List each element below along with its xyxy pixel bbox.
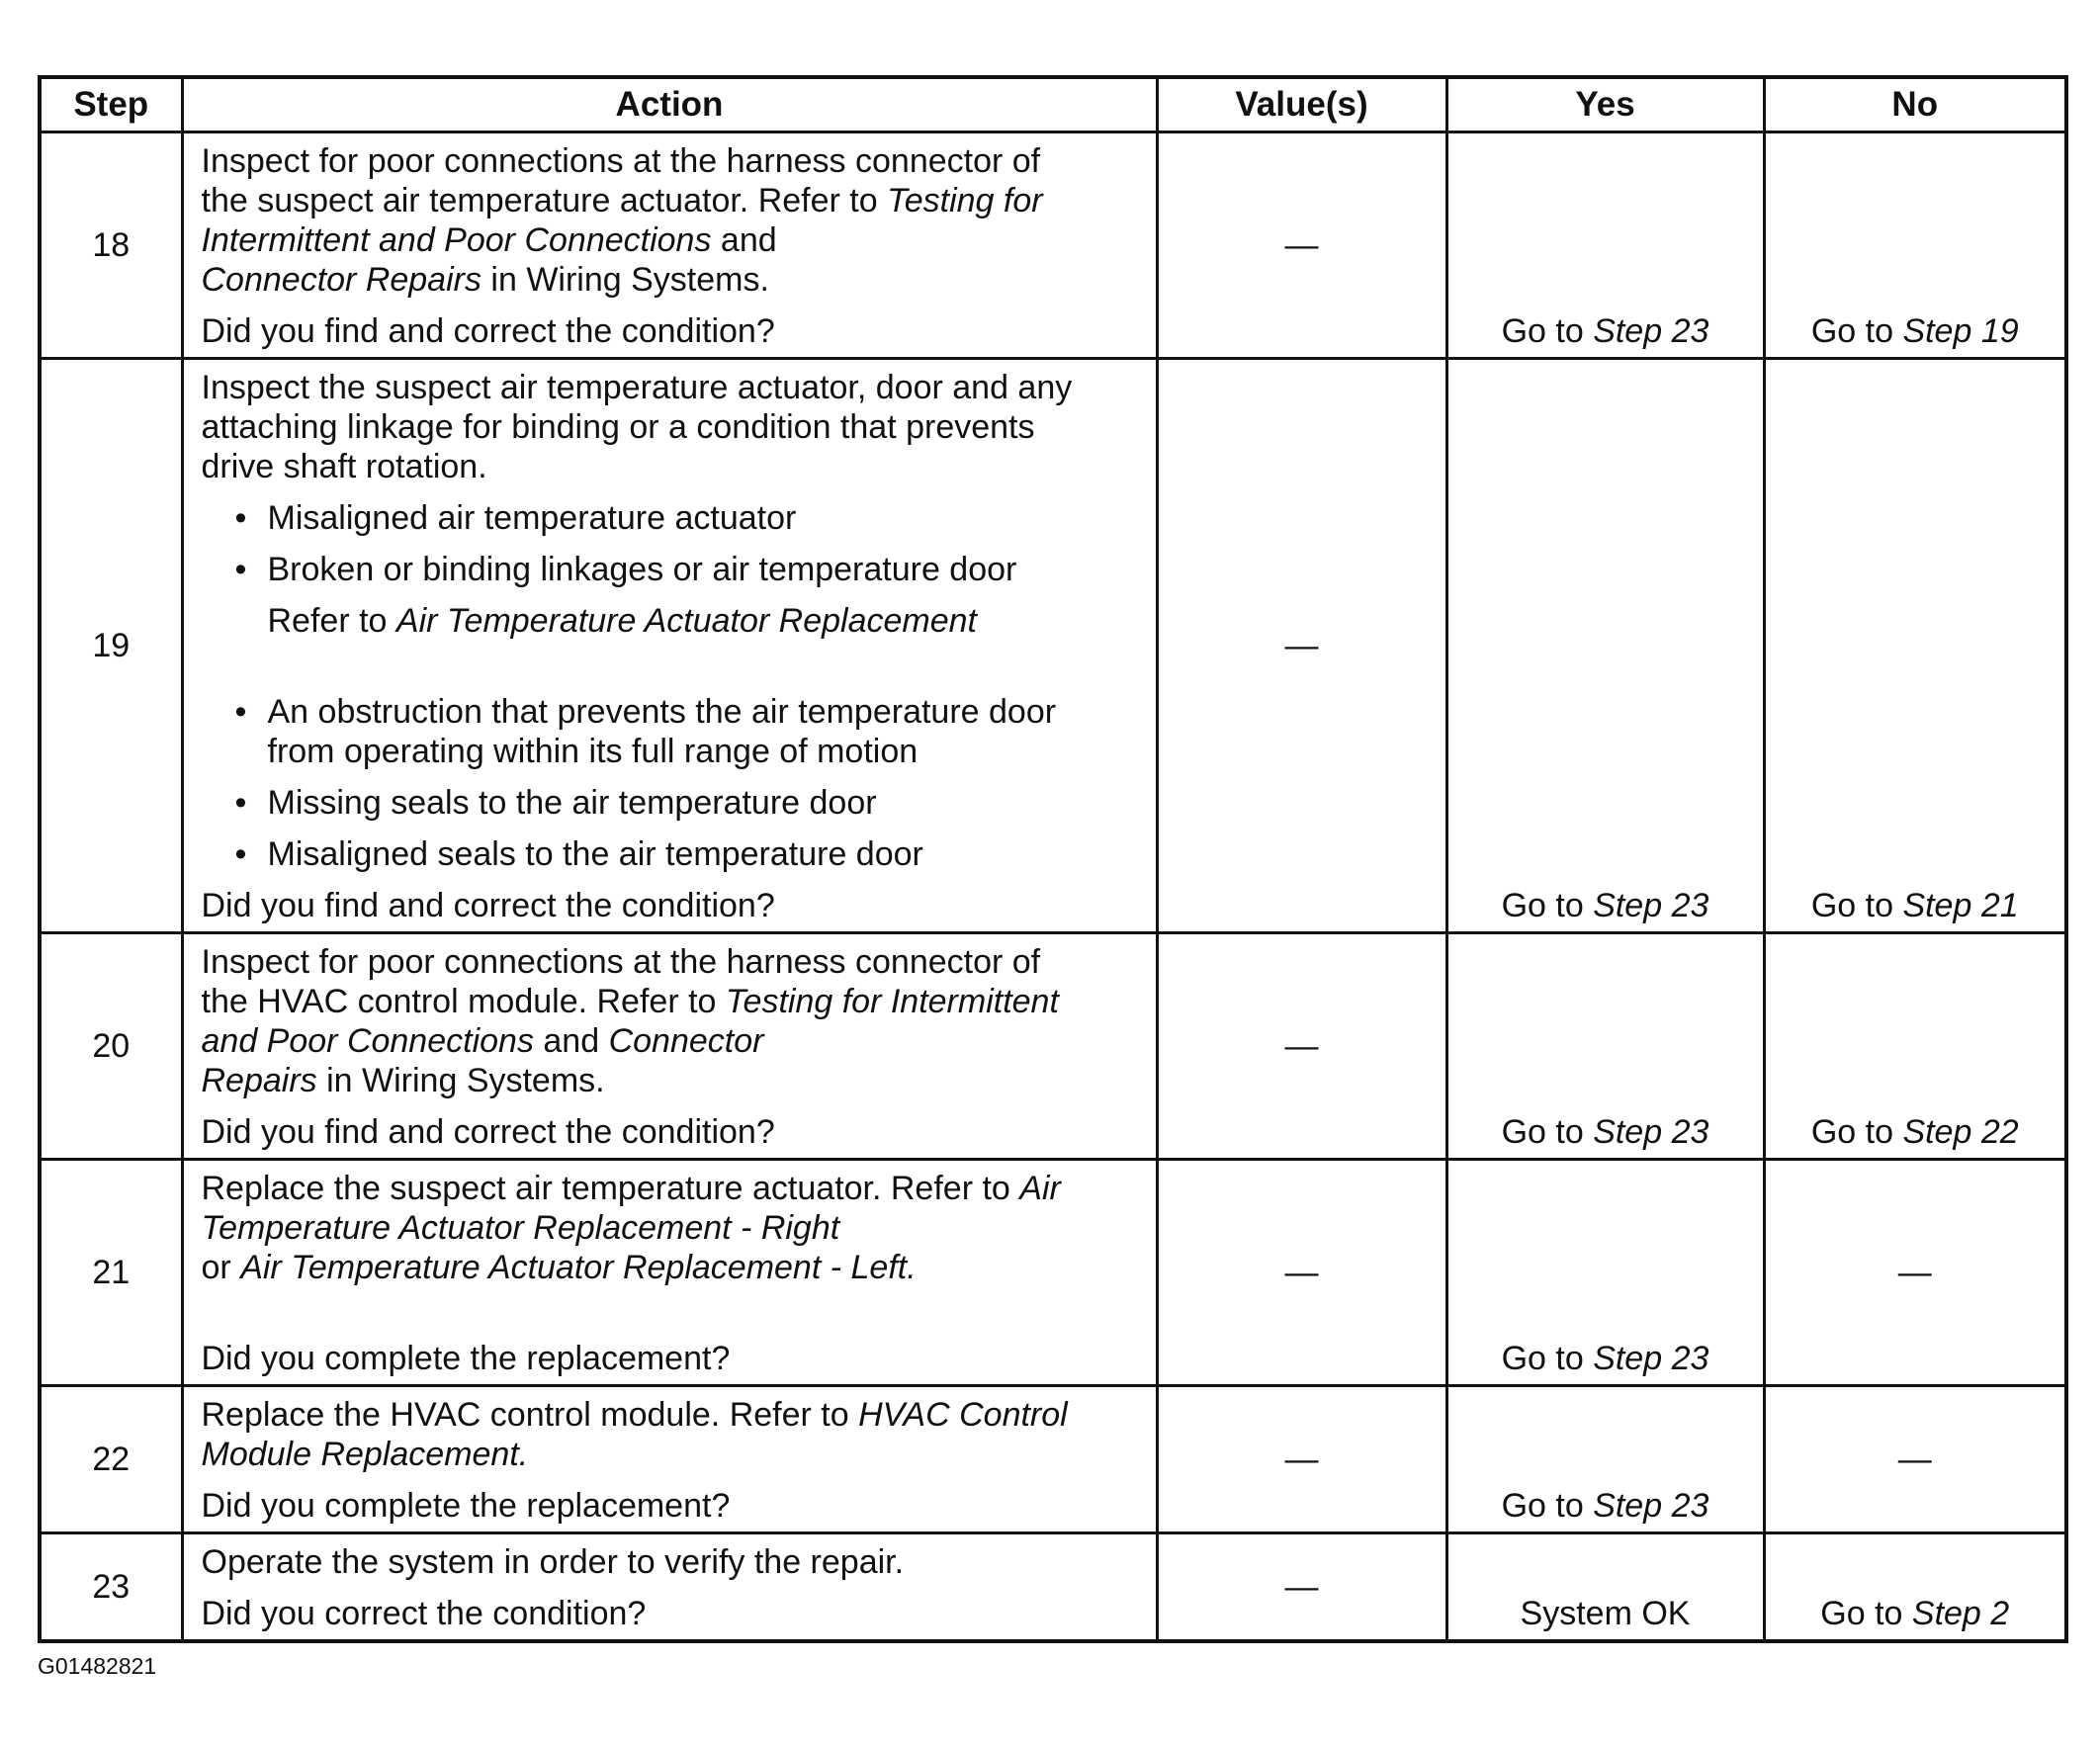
value-cell: —: [1157, 132, 1446, 359]
table-row: [40, 1533, 2066, 1642]
text-segment: —: [1897, 1254, 1932, 1291]
text-segment: Step 23: [1593, 887, 1709, 924]
value-cell: —: [1157, 359, 1446, 933]
bullet-list: [202, 498, 1144, 874]
text-segment: Inspect for poor connections at the harness connector of: [201, 943, 1041, 981]
action-line: [202, 141, 1144, 181]
yes-cell: [1446, 1533, 1764, 1642]
bullet-text: from operating within its full range of motion: [267, 733, 919, 770]
text-segment: Repairs: [201, 1062, 317, 1099]
yes-cell: [1446, 1386, 1764, 1533]
figure-id: G01482821: [38, 1653, 157, 1679]
text-segment: Go to: [1810, 312, 1903, 350]
refer-note: [202, 601, 1144, 641]
header-action: Action: [182, 77, 1157, 132]
text-segment: —: [1897, 1441, 1932, 1478]
bullet-item: [202, 692, 1144, 771]
text-segment: Refer to: [267, 602, 396, 640]
text-segment: Testing for: [887, 182, 1043, 219]
text-segment: HVAC Control: [858, 1396, 1068, 1434]
action-cell: [182, 359, 1157, 933]
action-line: [202, 1395, 1144, 1435]
action-line: [202, 1248, 1144, 1287]
yes-cell: [1446, 132, 1764, 359]
text-segment: Step 2: [1911, 1595, 2010, 1632]
action-line: [202, 942, 1144, 982]
bullet-text: • Misaligned air temperature actuator: [267, 499, 797, 537]
text-segment: Step 23: [1593, 312, 1709, 350]
action-line: [202, 181, 1144, 220]
yes-cell: [1446, 1160, 1764, 1386]
text-segment: Air Temperature Actuator Replacement - Left.: [240, 1249, 917, 1286]
step-number: 18: [40, 132, 182, 359]
action-cell: [182, 1160, 1157, 1386]
text-segment: Go to: [1501, 1340, 1594, 1377]
table-row: [40, 933, 2066, 1160]
text-segment: Step 23: [1593, 1487, 1709, 1525]
action-question: Did you find and correct the condition?: [201, 1113, 775, 1151]
text-segment: Intermittent and Poor Connections: [201, 221, 712, 259]
text-segment: or: [201, 1249, 241, 1286]
text-segment: Go to: [1820, 1595, 1912, 1632]
header-step: Step: [40, 77, 182, 132]
value-cell: —: [1157, 1533, 1446, 1642]
bullet-item: [202, 498, 1144, 538]
bullet-item: [202, 834, 1144, 874]
bullet-text: • Broken or binding linkages or air temperature door: [267, 551, 1017, 588]
action-question: Did you correct the condition?: [201, 1595, 647, 1632]
text-segment: System OK: [1520, 1595, 1691, 1632]
text-segment: the HVAC control module. Refer to: [201, 983, 726, 1020]
action-line: [202, 1435, 1144, 1474]
text-segment: Step 22: [1902, 1113, 2019, 1151]
action-line: [202, 1542, 1144, 1582]
header-yes: Yes: [1446, 77, 1764, 132]
action-cell: [182, 1533, 1157, 1642]
action-cell: [182, 132, 1157, 359]
action-line: [202, 220, 1144, 260]
action-line: [202, 447, 1144, 486]
text-segment: Module Replacement.: [201, 1436, 529, 1473]
table-row: [40, 359, 2066, 933]
value-cell: —: [1157, 1386, 1446, 1533]
step-number: 21: [40, 1160, 182, 1386]
bullet-text: • Misaligned seals to the air temperature door: [267, 835, 923, 873]
no-cell: [1764, 933, 2066, 1160]
action-line: [202, 1208, 1144, 1248]
step-number: 23: [40, 1533, 182, 1642]
table-row: [40, 1386, 2066, 1533]
action-line: [202, 1021, 1144, 1061]
action-line: [202, 368, 1144, 407]
action-line: [202, 1061, 1144, 1100]
text-segment: and: [711, 221, 777, 259]
text-segment: Temperature Actuator Replacement - Right: [201, 1209, 840, 1247]
yes-cell: [1446, 359, 1764, 933]
action-line: [202, 407, 1144, 447]
action-cell: [182, 1386, 1157, 1533]
text-segment: Step 23: [1593, 1113, 1709, 1151]
action-question: Did you find and correct the condition?: [201, 312, 775, 350]
text-segment: Go to: [1501, 1487, 1594, 1525]
text-segment: Testing for Intermittent: [725, 983, 1059, 1020]
action-question: Did you complete the replacement?: [201, 1487, 731, 1525]
text-segment: Go to: [1501, 312, 1594, 350]
action-line: [202, 982, 1144, 1021]
step-number: 19: [40, 359, 182, 933]
text-segment: Connector: [608, 1022, 764, 1060]
text-segment: attaching linkage for binding or a condition that prevents: [201, 408, 1035, 446]
no-cell: [1764, 132, 2066, 359]
value-cell: —: [1157, 1160, 1446, 1386]
step-number: 22: [40, 1386, 182, 1533]
bullet-item: [202, 783, 1144, 823]
text-segment: Operate the system in order to verify the repair.: [201, 1543, 905, 1581]
text-segment: in Wiring Systems.: [481, 261, 769, 299]
header-no: No: [1764, 77, 2066, 132]
table-row: [40, 1160, 2066, 1386]
text-segment: Go to: [1501, 887, 1594, 924]
text-segment: Step 21: [1902, 887, 2019, 924]
text-segment: the suspect air temperature actuator. Refer to: [201, 182, 888, 219]
action-question: Did you find and correct the condition?: [201, 887, 775, 924]
text-segment: and: [533, 1022, 609, 1060]
action-question: Did you complete the replacement?: [201, 1340, 731, 1377]
value-cell: —: [1157, 933, 1446, 1160]
no-cell: [1764, 1386, 2066, 1533]
text-segment: Inspect the suspect air temperature actuator, door and any: [201, 369, 1073, 406]
text-segment: Step 19: [1902, 312, 2019, 350]
text-segment: in Wiring Systems.: [316, 1062, 605, 1099]
table-row: [40, 132, 2066, 359]
no-cell: [1764, 1533, 2066, 1642]
bullet-text: • Missing seals to the air temperature door: [267, 784, 877, 822]
text-segment: Air: [1019, 1170, 1061, 1207]
text-segment: drive shaft rotation.: [201, 448, 487, 485]
header-values: Value(s): [1157, 77, 1446, 132]
text-segment: Replace the suspect air temperature actuator. Refer to: [201, 1170, 1020, 1207]
text-segment: Connector Repairs: [201, 261, 481, 299]
text-segment: Go to: [1810, 887, 1903, 924]
bullet-text: • An obstruction that prevents the air temperature door: [267, 693, 1057, 731]
header-row: [40, 77, 2066, 132]
diagnostic-table: [38, 75, 2068, 1643]
text-segment: Step 23: [1593, 1340, 1709, 1377]
action-cell: [182, 933, 1157, 1160]
text-segment: Replace the HVAC control module. Refer to: [201, 1396, 859, 1434]
text-segment: Go to: [1810, 1113, 1903, 1151]
yes-cell: [1446, 933, 1764, 1160]
text-segment: Air Temperature Actuator Replacement: [395, 602, 977, 640]
action-line: [202, 1169, 1144, 1208]
bullet-item: [202, 550, 1144, 589]
text-segment: Inspect for poor connections at the harness connector of: [201, 142, 1041, 180]
no-cell: [1764, 1160, 2066, 1386]
text-segment: Go to: [1501, 1113, 1594, 1151]
no-cell: [1764, 359, 2066, 933]
action-line: [202, 260, 1144, 300]
step-number: 20: [40, 933, 182, 1160]
text-segment: and Poor Connections: [201, 1022, 534, 1060]
